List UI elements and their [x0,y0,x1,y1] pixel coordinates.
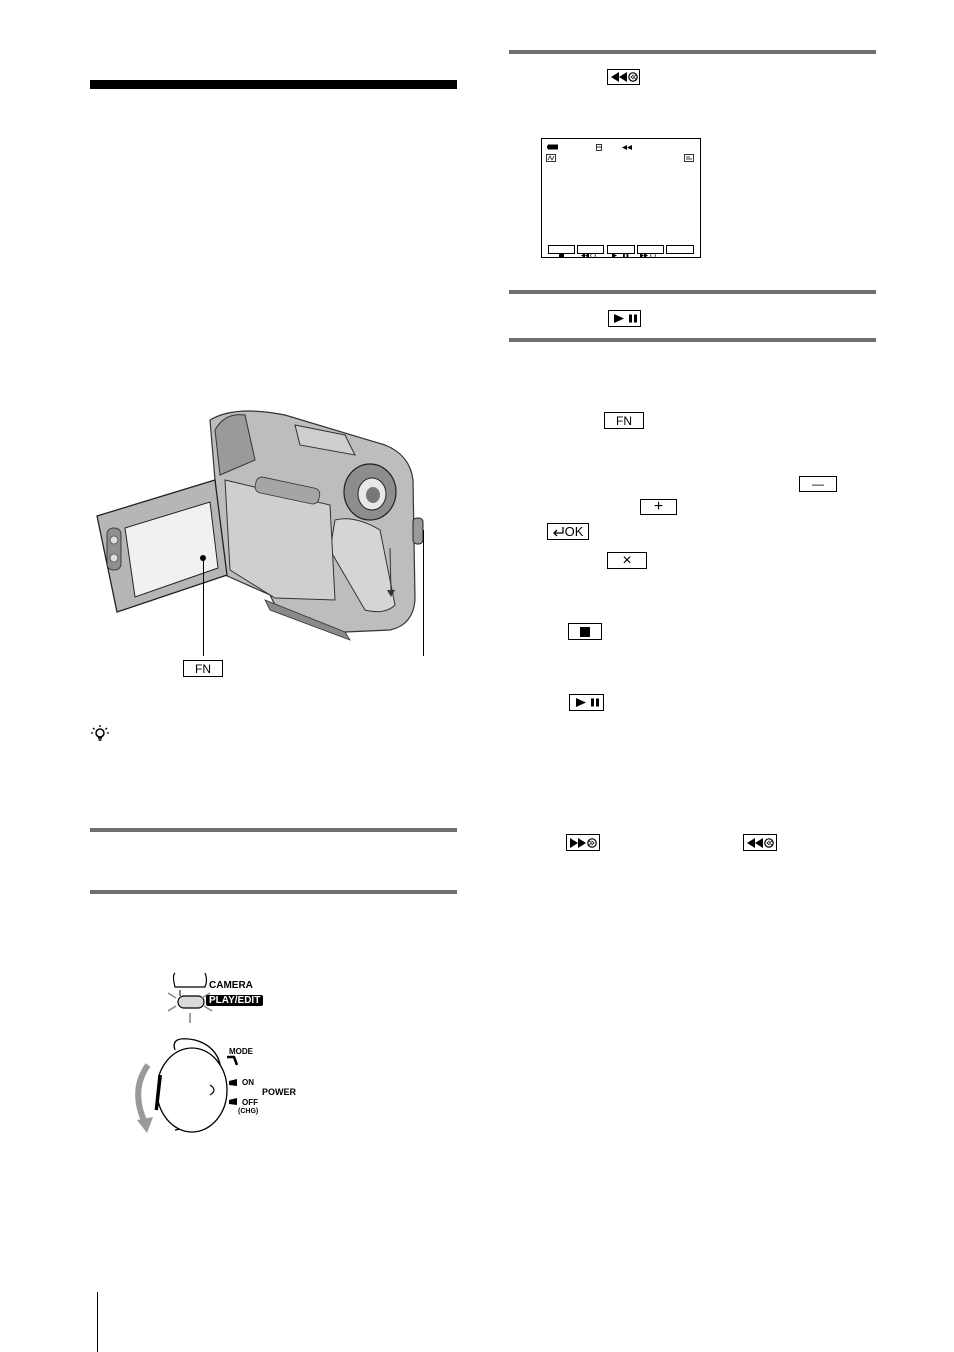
rewind-icon [610,72,638,82]
power-label: POWER [262,1087,297,1097]
step-bar-2 [90,890,457,894]
fast-forward-icon [569,838,597,848]
lcd-screen [541,138,701,258]
chg-label: (CHG) [238,1108,259,1115]
step-bar-3 [509,50,876,54]
fast-forward-button[interactable] [566,834,600,851]
battery-icon [547,144,559,150]
plus-button-text: + [653,498,664,515]
lcd-blank-button [666,245,694,254]
lcd-fast-forward-button [637,245,664,254]
camcorder-illustration [95,400,440,650]
lcd-rewind-button [577,245,604,254]
fn-button-text: FN [195,661,211,676]
lcd-stop-button [548,245,575,254]
rewind-icon [578,252,603,259]
plus-button[interactable] [640,499,677,515]
close-button-text: × [622,551,632,569]
rewind-button-2[interactable] [743,834,777,851]
lcd-play-pause-button [607,245,635,254]
play-pause-icon [573,697,601,708]
ok-button-text: OK [564,524,584,539]
play-pause-icon [611,313,639,324]
callout-dot-lcd [200,555,206,561]
fn-button-text: FN [616,413,632,428]
fn-button[interactable] [604,412,644,429]
tape-remaining-icon [546,154,556,162]
ok-button[interactable] [547,523,589,540]
step-bar-4 [509,290,876,294]
tape-icon [596,144,602,151]
play-pause-button-2[interactable] [569,694,604,711]
mode-label: MODE [229,1047,253,1056]
step-bar-5 [509,338,876,342]
play-pause-button[interactable] [608,310,641,327]
return-arrow-icon [553,526,565,537]
step-bar-1 [90,828,457,832]
rewind-icon [746,838,774,848]
play-pause-icon [608,252,634,259]
stop-icon [580,627,590,637]
rewind-button[interactable] [607,69,640,85]
stop-button[interactable] [568,623,602,640]
minus-button-text: — [812,477,824,491]
power-switch-illustration [120,965,320,1145]
callout-line-lcd [203,558,204,656]
fn-button-label-left [183,660,223,677]
camera-label: CAMERA [209,980,253,991]
lightbulb-icon [90,724,110,744]
fast-forward-icon [638,252,663,259]
rewind-status-icon [622,145,634,150]
callout-line-side [423,530,424,656]
minus-button[interactable] [799,476,837,492]
function-icon [684,154,694,162]
page-margin-line [97,1292,98,1352]
on-label: ON [242,1078,254,1087]
play-edit-label: PLAY/EDIT [206,995,263,1006]
stop-icon [549,252,574,259]
section-heading-bar [90,80,457,89]
close-button[interactable] [607,552,647,569]
off-label: OFF [242,1098,258,1107]
